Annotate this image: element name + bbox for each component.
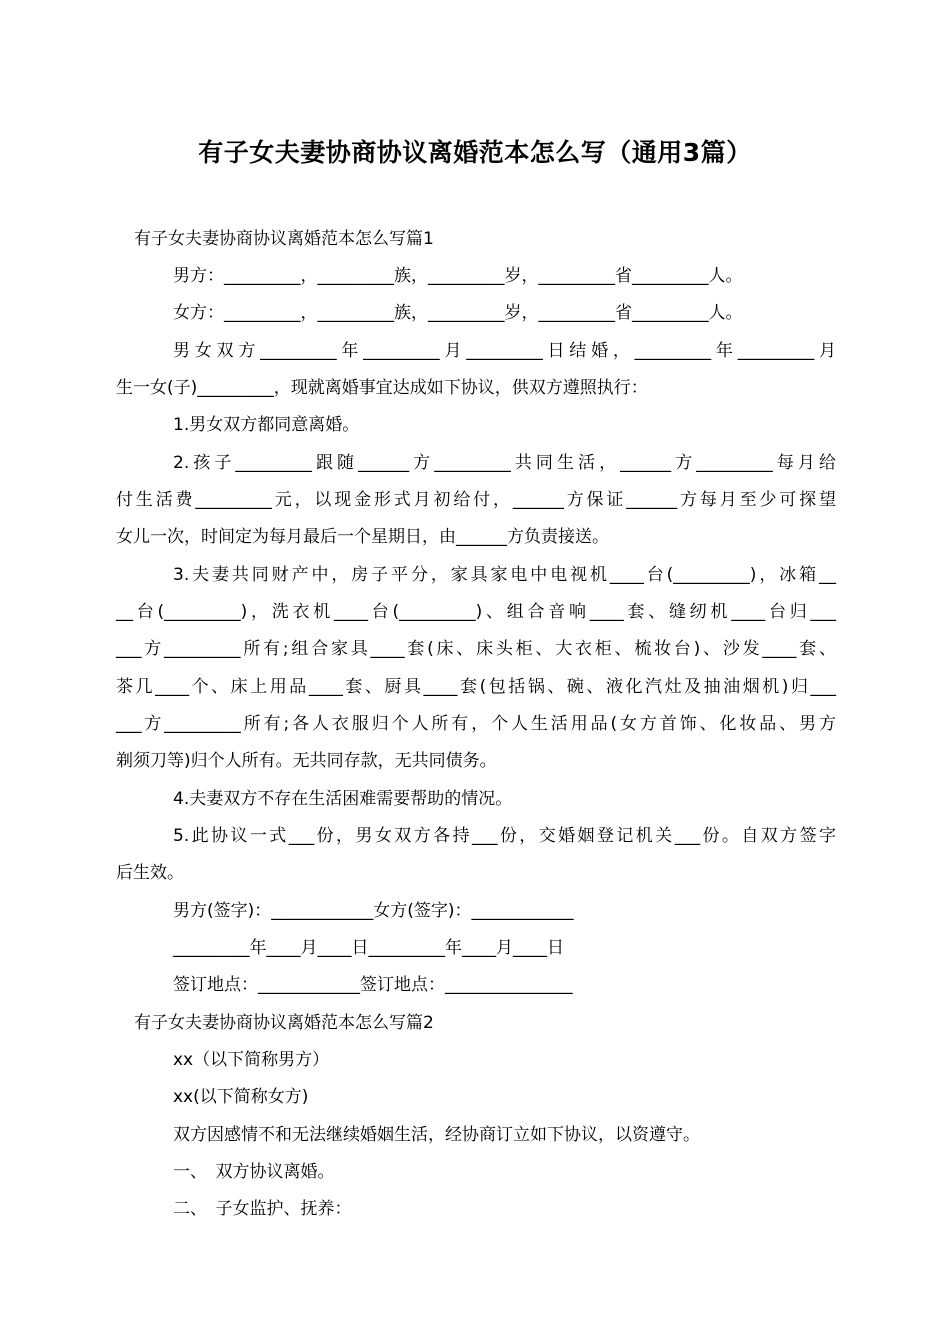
female-party-line: 女方：_________，_________族，_________岁，_________省_________人。 <box>173 303 743 323</box>
male-party-abbrev: xx（以下简称男方） <box>173 1050 330 1070</box>
article-1: 一、 双方协议离婚。 <box>173 1162 335 1182</box>
signature-line: 男方(签字)：____________女方(签字)：____________ <box>173 901 574 921</box>
article-2: 二、 子女监护、抚养： <box>173 1199 352 1219</box>
female-party-abbrev: xx(以下简称女方) <box>173 1087 309 1107</box>
clause-3-line: 剃须刀等)归个人所有。无共同存款，无共同债务。 <box>116 751 497 771</box>
clause-3-line: ___方_________所有;各人衣服归个人所有，个人生活用品(女方首饰、化妆品、男方 <box>116 714 836 734</box>
clause-3-line: 3.夫妻共同财产中，房子平分，家具家电中电视机____台(_________)，冰箱__ <box>173 565 836 585</box>
agreement-intro: 双方因感情不和无法继续婚姻生活，经协商订立如下协议，以资遵守。 <box>173 1125 700 1145</box>
date-line: _________年____月____日_________年____月____日 <box>173 938 564 958</box>
clause-5-line: 后生效。 <box>116 863 184 883</box>
clause-3-line: 茶几____个、床上用品____套、厨具____套(包括锅、碗、液化汽灶及抽油烟机)归___ <box>116 677 836 697</box>
clause-2-line: 2.孩子_________跟随______方_________共同生活，______方_________每月给 <box>173 453 836 473</box>
clause-2-line: 女儿一次，时间定为每月最后一个星期日，由______方负责接送。 <box>116 527 609 547</box>
document-title: 有子女夫妻协商协议离婚范本怎么写（通用3篇） <box>198 138 752 167</box>
clause-2-line: 付生活费_________元，以现金形式月初给付，______方保证______方每月至少可探望 <box>116 490 836 510</box>
clause-3-line: ___方_________所有;组合家具____套(床、床头柜、大衣柜、梳妆台)、沙发____套、 <box>116 639 836 659</box>
section-heading-1: 有子女夫妻协商协议离婚范本怎么写篇1 <box>134 229 434 249</box>
location-line: 签订地点：____________签订地点：_______________ <box>173 975 573 995</box>
clause-3-line: __台(_________)，洗衣机____台(_________)、组合音响____套、缝纫机____台归___ <box>116 602 836 622</box>
paragraph-line: 男女双方_________年_________月_________日结婚，_________年_________月 <box>173 341 836 361</box>
clause-1: 1.男女双方都同意离婚。 <box>173 415 360 435</box>
section-heading-2: 有子女夫妻协商协议离婚范本怎么写篇2 <box>134 1013 434 1033</box>
clause-4: 4.夫妻双方不存在生活困难需要帮助的情况。 <box>173 789 513 809</box>
paragraph-line: 生一女(子)_________，现就离婚事宜达成如下协议，供双方遵照执行： <box>116 378 648 398</box>
male-party-line: 男方：_________，_________族，_________岁，_________省_________人。 <box>173 266 743 286</box>
clause-5-line: 5.此协议一式___份，男女双方各持___份，交婚姻登记机关___份。自双方签字 <box>173 826 836 846</box>
